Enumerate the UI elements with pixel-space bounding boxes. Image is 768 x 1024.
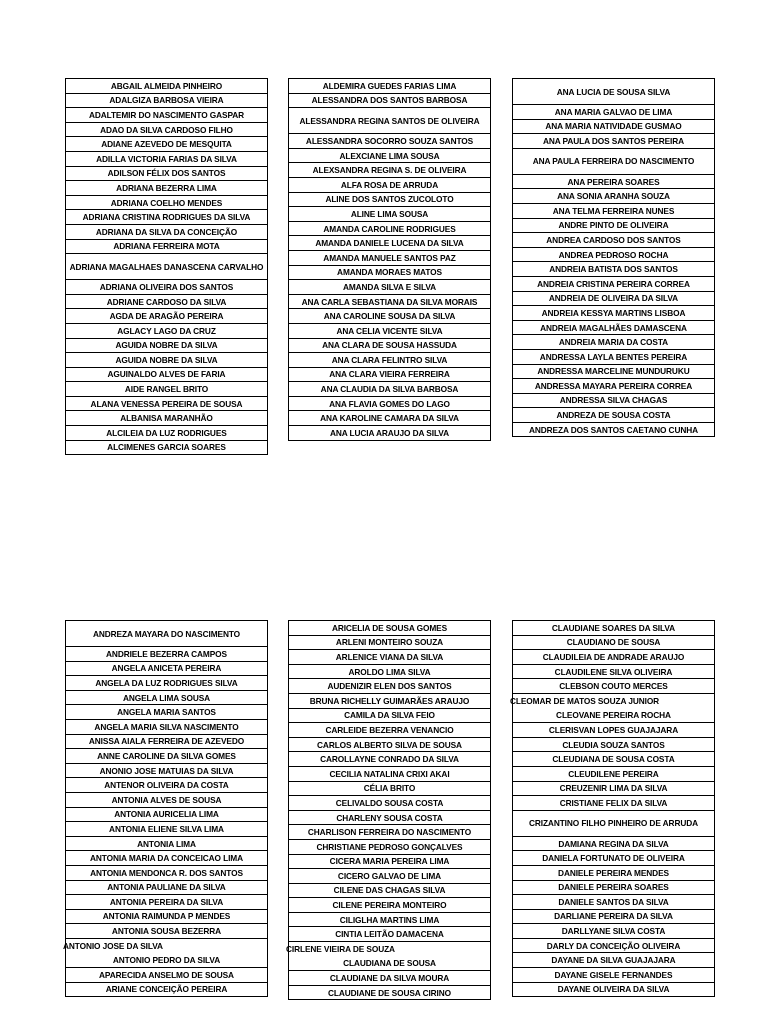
name-row: AMANDA MANUELE SANTOS PAZ xyxy=(289,251,490,266)
name-row: CLAUDIANO DE SOUSA xyxy=(513,636,714,651)
name-row: CRISTIANE FELIX DA SILVA xyxy=(513,796,714,811)
name-row: ANTONIA LIMA xyxy=(66,837,267,852)
name-row: ALANA VENESSA PEREIRA DE SOUSA xyxy=(66,397,267,412)
name-row: ALESSANDRA SOCORRO SOUZA SANTOS xyxy=(289,134,490,149)
name-row: ANTONIA PEREIRA DA SILVA xyxy=(66,895,267,910)
name-row: ADRIANA CRISTINA RODRIGUES DA SILVA xyxy=(66,210,267,225)
name-row: ANTONIA AURICELIA LIMA xyxy=(66,808,267,823)
name-row: CLAUDIANE DA SILVA MOURA xyxy=(289,971,490,986)
name-row: AMANDA MORAES MATOS xyxy=(289,266,490,281)
name-row: ANA LUCIA DE SOUSA SILVA xyxy=(513,79,714,105)
name-row: ADRIANE CARDOSO DA SILVA xyxy=(66,295,267,310)
name-row: ANDRESSA MARCELINE MUNDURUKU xyxy=(513,365,714,380)
name-row: ALCIMENES GARCIA SOARES xyxy=(66,441,267,456)
name-row: ALESSANDRA DOS SANTOS BARBOSA xyxy=(289,94,490,109)
name-row: ANTONIA RAIMUNDA P MENDES xyxy=(66,910,267,925)
name-row: ANA KAROLINE CAMARA DA SILVA xyxy=(289,411,490,426)
name-row: ADIANE AZEVEDO DE MESQUITA xyxy=(66,137,267,152)
name-row: DAYANE OLIVEIRA DA SILVA xyxy=(513,983,714,998)
name-table xyxy=(512,78,715,437)
name-row: ARIANE CONCEIÇÃO PEREIRA xyxy=(66,983,267,998)
name-row: ANDRESSA MAYARA PEREIRA CORREA xyxy=(513,379,714,394)
name-row: ADRIANA BEZERRA LIMA xyxy=(66,181,267,196)
name-row: ARLENI MONTEIRO SOUZA xyxy=(289,636,490,651)
name-row: APARECIDA ANSELMO DE SOUSA xyxy=(66,968,267,983)
name-row: ALFA ROSA DE ARRUDA xyxy=(289,178,490,193)
name-row: AMANDA CAROLINE RODRIGUES xyxy=(289,222,490,237)
name-row: ANDREIA DE OLIVEIRA DA SILVA xyxy=(513,292,714,307)
name-row: ALEXSANDRA REGINA S. DE OLIVEIRA xyxy=(289,163,490,178)
name-row: CINTIA LEITÃO DAMACENA xyxy=(289,927,490,942)
name-row: ADRIANA COELHO MENDES xyxy=(66,196,267,211)
name-row: ANDRESSA SILVA CHAGAS xyxy=(513,394,714,409)
name-row: ANDREIA MARIA DA COSTA xyxy=(513,335,714,350)
name-row: ANA PAULA FERREIRA DO NASCIMENTO xyxy=(513,149,714,175)
name-row: ANDREA CARDOSO DOS SANTOS xyxy=(513,233,714,248)
name-row: ADRIANA MAGALHAES DANASCENA CARVALHO xyxy=(66,254,267,280)
name-row: DAYANE DA SILVA GUAJAJARA xyxy=(513,953,714,968)
name-row: ANGELA LIMA SOUSA xyxy=(66,691,267,706)
name-row: ANA MARIA NATIVIDADE GUSMAO xyxy=(513,120,714,135)
name-row: ANA MARIA GALVAO DE LIMA xyxy=(513,105,714,120)
name-row: CLERISVAN LOPES GUAJAJARA xyxy=(513,723,714,738)
name-row: ANDREZA MAYARA DO NASCIMENTO xyxy=(66,621,267,647)
name-row: ANTONIA PAULIANE DA SILVA xyxy=(66,881,267,896)
name-row: ANTONIA MARIA DA CONCEICAO LIMA xyxy=(66,851,267,866)
name-row: ALINE LIMA SOUSA xyxy=(289,207,490,222)
name-row: CIRLENE VIEIRA DE SOUZA xyxy=(286,944,395,955)
name-row: ANA CLARA VIEIRA FERREIRA xyxy=(289,368,490,383)
name-row: ANA CLARA FELINTRO SILVA xyxy=(289,353,490,368)
name-row: ANDREIA CRISTINA PEREIRA CORREA xyxy=(513,277,714,292)
name-row: CHRISTIANE PEDROSO GONÇALVES xyxy=(289,840,490,855)
name-row: ANTONIA ELIENE SILVA LIMA xyxy=(66,822,267,837)
name-list-block-3 xyxy=(512,78,715,437)
name-row: DAYANE GISELE FERNANDES xyxy=(513,968,714,983)
name-row: ALESSANDRA REGINA SANTOS DE OLIVEIRA xyxy=(289,108,490,134)
name-row: ANGELA ANICETA PEREIRA xyxy=(66,662,267,677)
name-table xyxy=(65,620,268,997)
name-row: ADRIANA OLIVEIRA DOS SANTOS xyxy=(66,280,267,295)
name-row: ARICELIA DE SOUSA GOMES xyxy=(289,621,490,636)
name-row: DANIELE SANTOS DA SILVA xyxy=(513,895,714,910)
name-row: ANA PEREIRA SOARES xyxy=(513,175,714,190)
name-row: ANTONIO PEDRO DA SILVA xyxy=(66,953,267,968)
name-row: ANA CAROLINE SOUSA DA SILVA xyxy=(289,309,490,324)
name-row: CLEUDIA SOUZA SANTOS xyxy=(513,738,714,753)
name-row: ANA FLAVIA GOMES DO LAGO xyxy=(289,397,490,412)
name-row: ALCILEIA DA LUZ RODRIGUES xyxy=(66,426,267,441)
name-row: ADRIANA DA SILVA DA CONCEIÇÃO xyxy=(66,225,267,240)
name-row: ADALTEMIR DO NASCIMENTO GASPAR xyxy=(66,108,267,123)
name-row: ANA SONIA ARANHA SOUZA xyxy=(513,189,714,204)
name-row: AGLACY LAGO DA CRUZ xyxy=(66,324,267,339)
name-row: AMANDA SILVA E SILVA xyxy=(289,280,490,295)
name-row: BRUNA RICHELLY GUIMARÃES ARAUJO xyxy=(289,694,490,709)
name-row: ADAO DA SILVA CARDOSO FILHO xyxy=(66,123,267,138)
name-table xyxy=(65,78,268,455)
name-row: CLAUDIANA DE SOUSA xyxy=(289,957,490,972)
name-row: ANTENOR OLIVEIRA DA COSTA xyxy=(66,778,267,793)
name-row: ANDREZA DE SOUSA COSTA xyxy=(513,408,714,423)
name-row: ANNE CAROLINE DA SILVA GOMES xyxy=(66,749,267,764)
name-row: CLEBSON COUTO MERCES xyxy=(513,679,714,694)
name-row: ANDREA PEDROSO ROCHA xyxy=(513,248,714,263)
name-row: CLAUDIANE DE SOUSA CIRINO xyxy=(289,986,490,1001)
name-row: AGDA DE ARAGÃO PEREIRA xyxy=(66,309,267,324)
name-row: ABGAIL ALMEIDA PINHEIRO xyxy=(66,79,267,94)
name-row: ANA CELIA VICENTE SILVA xyxy=(289,324,490,339)
name-row: AGUIDA NOBRE DA SILVA xyxy=(66,353,267,368)
name-row: CHARLENY SOUSA COSTA xyxy=(289,811,490,826)
name-row: DARLIANE PEREIRA DA SILVA xyxy=(513,910,714,925)
name-row: ADALGIZA BARBOSA VIEIRA xyxy=(66,94,267,109)
name-list-block-5 xyxy=(288,620,491,1000)
name-row: DANIELA FORTUNATO DE OLIVEIRA xyxy=(513,851,714,866)
name-row: CELIVALDO SOUSA COSTA xyxy=(289,796,490,811)
name-row: CILENE PEREIRA MONTEIRO xyxy=(289,898,490,913)
name-row: DANIELE PEREIRA MENDES xyxy=(513,866,714,881)
name-row: CLEUDILENE PEREIRA xyxy=(513,767,714,782)
name-row: ANTONIA ALVES DE SOUSA xyxy=(66,793,267,808)
name-row: ADILLA VICTORIA FARIAS DA SILVA xyxy=(66,152,267,167)
name-table xyxy=(288,620,491,1000)
name-row: ANA LUCIA ARAUJO DA SILVA xyxy=(289,426,490,441)
name-row: CLAUDILEIA DE ANDRADE ARAUJO xyxy=(513,650,714,665)
name-row: ANDRE PINTO DE OLIVEIRA xyxy=(513,219,714,234)
name-list-block-1 xyxy=(65,78,268,455)
name-row: CICERO GALVAO DE LIMA xyxy=(289,869,490,884)
name-row: CECILIA NATALINA CRIXI AKAI xyxy=(289,767,490,782)
name-row: CLAUDIANE SOARES DA SILVA xyxy=(513,621,714,636)
name-row: CILENE DAS CHAGAS SILVA xyxy=(289,884,490,899)
name-row: ANDREIA MAGALHÃES DAMASCENA xyxy=(513,321,714,336)
name-row: AGUIDA NOBRE DA SILVA xyxy=(66,339,267,354)
name-row: AROLDO LIMA SILVA xyxy=(289,665,490,680)
name-row: ANISSA AIALA FERREIRA DE AZEVEDO xyxy=(66,735,267,750)
name-row: AGUINALDO ALVES DE FARIA xyxy=(66,368,267,383)
name-row: ALINE DOS SANTOS ZUCOLOTO xyxy=(289,193,490,208)
name-row: AIDE RANGEL BRITO xyxy=(66,382,267,397)
name-row: CLEOMAR DE MATOS SOUZA JUNIOR xyxy=(510,696,660,707)
name-row: ANGELA MARIA SANTOS xyxy=(66,705,267,720)
name-row: CARLEIDE BEZERRA VENANCIO xyxy=(289,723,490,738)
name-row: ALEXCIANE LIMA SOUSA xyxy=(289,149,490,164)
name-row: ANTONIO JOSE DA SILVA xyxy=(63,941,163,952)
name-row: ANDREZA DOS SANTOS CAETANO CUNHA xyxy=(513,423,714,438)
name-row: AUDENIZIR ELEN DOS SANTOS xyxy=(289,679,490,694)
name-row: ALDEMIRA GUEDES FARIAS LIMA xyxy=(289,79,490,94)
name-row: ANDRIELE BEZERRA CAMPOS xyxy=(66,647,267,662)
name-list-block-4 xyxy=(65,620,268,997)
name-row: ANGELA MARIA SILVA NASCIMENTO xyxy=(66,720,267,735)
name-row: CARLOS ALBERTO SILVA DE SOUSA xyxy=(289,738,490,753)
name-row: CAROLLAYNE CONRADO DA SILVA xyxy=(289,752,490,767)
name-list-block-6 xyxy=(512,620,715,997)
name-table xyxy=(288,78,491,441)
name-row: ADRIANA FERREIRA MOTA xyxy=(66,240,267,255)
name-row: ANA CARLA SEBASTIANA DA SILVA MORAIS xyxy=(289,295,490,310)
name-row: CICERA MARIA PEREIRA LIMA xyxy=(289,855,490,870)
name-row: ANTONIA MENDONCA R. DOS SANTOS xyxy=(66,866,267,881)
name-row: ANTONIA SOUSA BEZERRA xyxy=(66,924,267,939)
name-row: CLEOVANE PEREIRA ROCHA xyxy=(513,709,714,724)
name-row: CHARLISON FERREIRA DO NASCIMENTO xyxy=(289,825,490,840)
name-row: ANA TELMA FERREIRA NUNES xyxy=(513,204,714,219)
name-row: CLAUDILENE SILVA OLIVEIRA xyxy=(513,665,714,680)
name-row: ANDRESSA LAYLA BENTES PEREIRA xyxy=(513,350,714,365)
name-row: ANA CLARA DE SOUSA HASSUDA xyxy=(289,339,490,354)
name-row: DARLY DA CONCEIÇÃO OLIVEIRA xyxy=(513,939,714,954)
name-list-block-2 xyxy=(288,78,491,441)
name-row: CAMILA DA SILVA FEIO xyxy=(289,709,490,724)
name-row: CILIGLHA MARTINS LIMA xyxy=(289,913,490,928)
name-row: AMANDA DANIELE LUCENA DA SILVA xyxy=(289,236,490,251)
name-table xyxy=(512,620,715,997)
name-row: ADILSON FÉLIX DOS SANTOS xyxy=(66,167,267,182)
name-row: DANIELE PEREIRA SOARES xyxy=(513,881,714,896)
name-row: ANA PAULA DOS SANTOS PEREIRA xyxy=(513,134,714,149)
name-row: CÉLIA BRITO xyxy=(289,782,490,797)
name-row: ANDREIA BATISTA DOS SANTOS xyxy=(513,262,714,277)
name-row: ANGELA DA LUZ RODRIGUES SILVA xyxy=(66,676,267,691)
name-row: ARLENICE VIANA DA SILVA xyxy=(289,650,490,665)
name-row: CREUZENIR LIMA DA SILVA xyxy=(513,782,714,797)
name-row: ANA CLAUDIA DA SILVA BARBOSA xyxy=(289,382,490,397)
name-row: CRIZANTINO FILHO PINHEIRO DE ARRUDA xyxy=(513,811,714,837)
name-row: DARLLYANE SILVA COSTA xyxy=(513,924,714,939)
name-row: ANONIO JOSE MATUIAS DA SILVA xyxy=(66,764,267,779)
name-row: DAMIANA REGINA DA SILVA xyxy=(513,837,714,852)
name-row: CLEUDIANA DE SOUSA COSTA xyxy=(513,752,714,767)
name-row: ANDREIA KESSYA MARTINS LISBOA xyxy=(513,306,714,321)
name-row: ALBANISA MARANHÃO xyxy=(66,411,267,426)
